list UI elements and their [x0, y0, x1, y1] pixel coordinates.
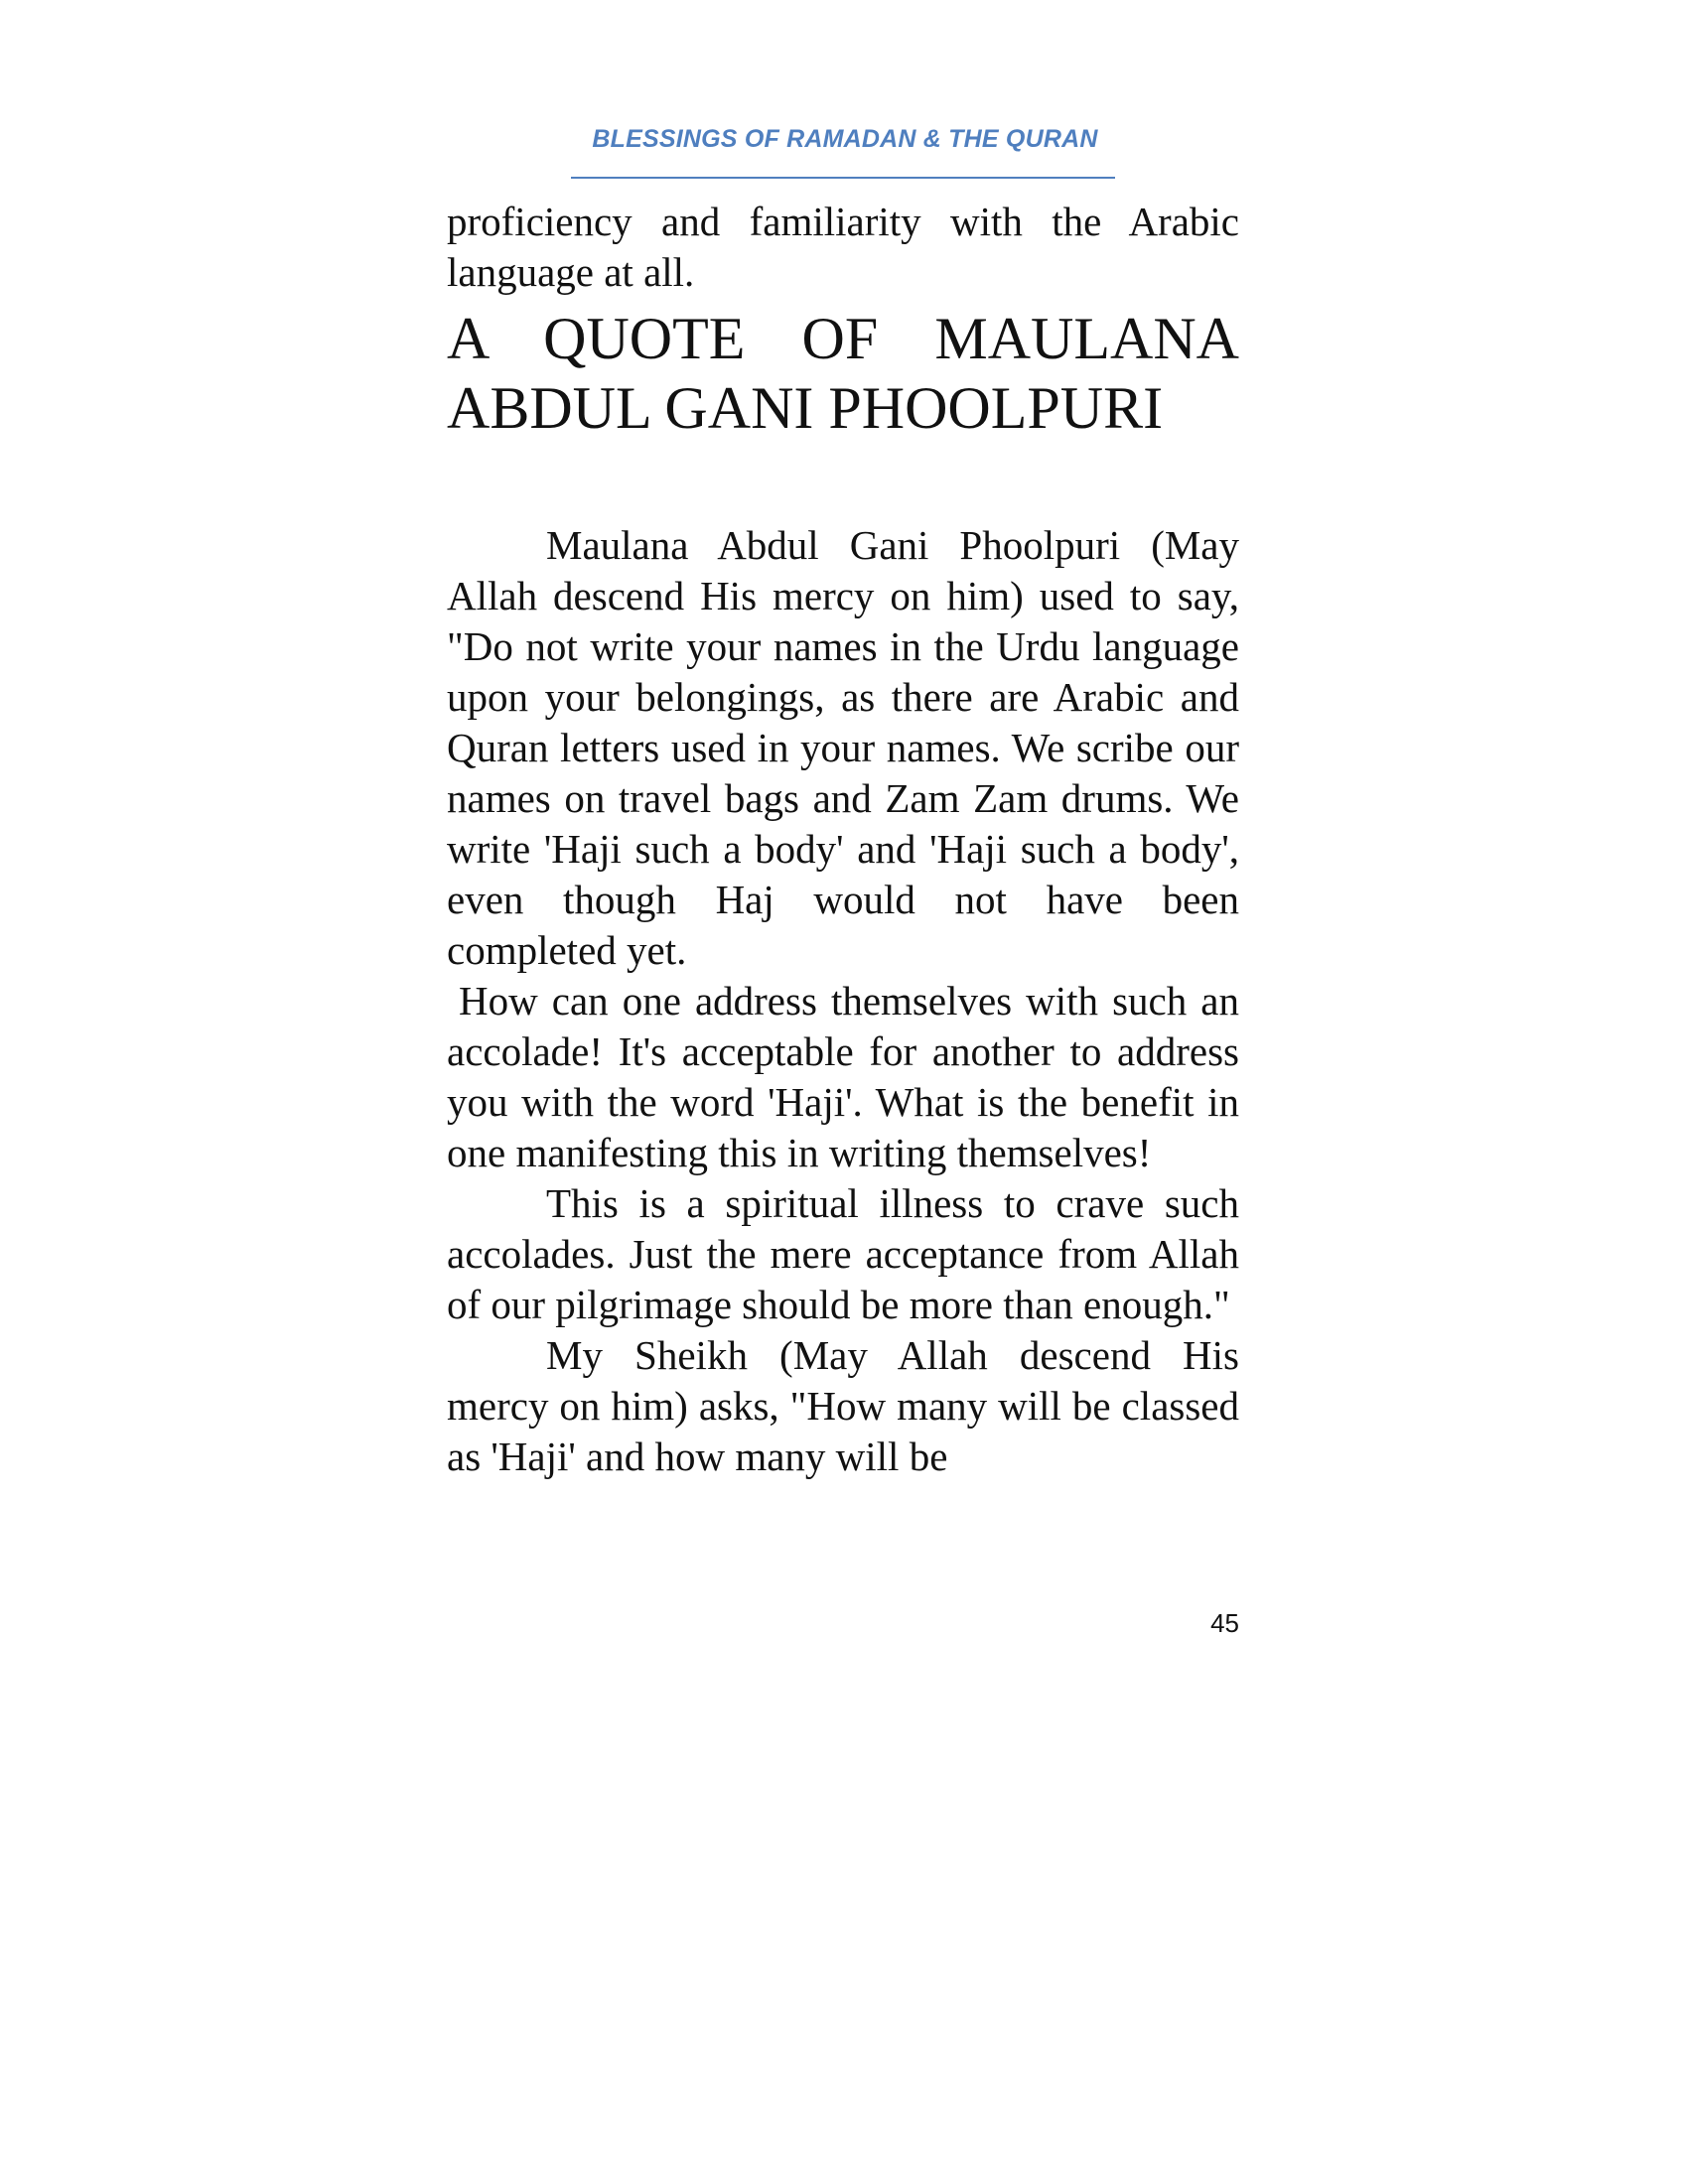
page-number: 45 [1210, 1608, 1239, 1638]
paragraph-3: This is a spiritual illness to crave such accolades. Just the mere acceptance from Allah of our pilgrimage should be more than enough." [447, 1180, 1239, 1327]
section-heading [447, 304, 1239, 443]
section-heading-line-1: A QUOTE OF MAULANA [447, 306, 1239, 371]
page-body [447, 197, 1239, 1482]
paragraph-4: My Sheikh (May Allah descend His mercy on him) asks, "How many will be classed as 'Haji' and how many will be [447, 1332, 1239, 1479]
running-header-title: BLESSINGS OF RAMADAN & THE QURAN [592, 125, 1098, 153]
continuation-paragraph: proficiency and familiarity with the Arabic language at all. [447, 199, 1239, 295]
paragraph-1: Maulana Abdul Gani Phoolpuri (May Allah descend His mercy on him) used to say, "Do not write your names in the Urdu language upon your belongings, as there are Arabic and Quran letters used in your names. We scribe our names on travel bags and Zam Zam drums. We write 'Haji such a body' and 'Haji such a body', even though Haj would not have been completed yet. [447, 522, 1239, 973]
header-divider [571, 177, 1115, 179]
spacer [447, 443, 1239, 520]
section-heading-line-2: ABDUL GANI PHOOLPURI [447, 375, 1164, 441]
paragraph-2: How can one address themselves with such an accolade! It's acceptable for another to address you with the word 'Haji'. What is the benefit in one manifesting this in writing themselves! [447, 978, 1239, 1175]
